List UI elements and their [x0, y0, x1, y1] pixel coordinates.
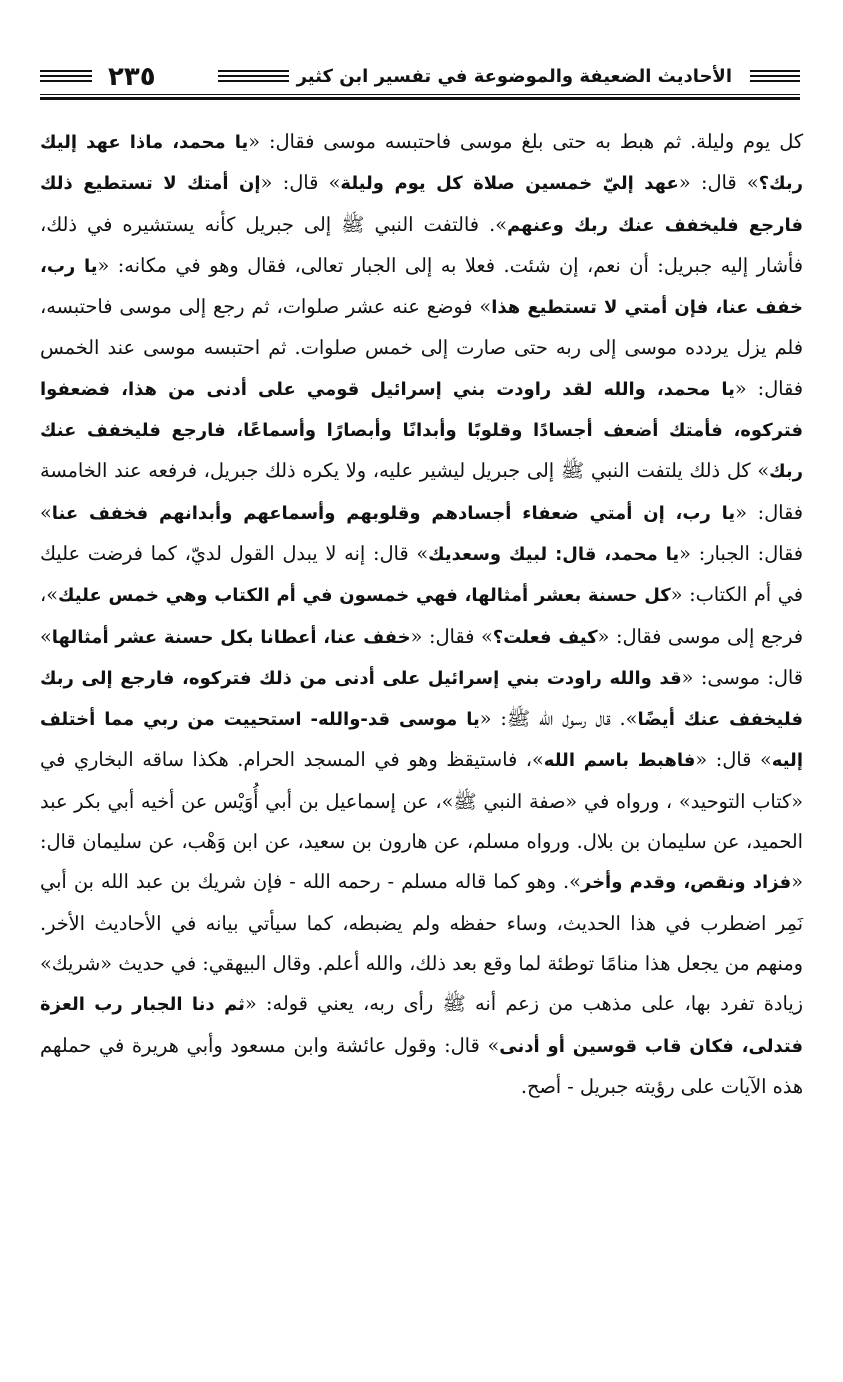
- narration-text: » قال: «: [678, 171, 759, 195]
- narration-text: ». وهو كما قاله مسلم - رحمه الله - فإن شريك بن عبد الله بن أبي نَمِر اضطرب في هذا الحديث، وساء حفظه ولم يضبطه، كما سيأتي بيانه في الأحاديث الأخر. ومنهم من يجعل هذا منامًا توطئة لما وقع بعد ذلك، والله أعلم. وقال البيهقي: في حديث «شريك» زيادة تفرد بها، على مذهب من زعم أنه ﷺ رأى ربه، يعني قوله: «: [40, 870, 803, 1016]
- narration-text: كل يوم وليلة. ثم هبط به حتى بلغ موسى فاحتبسه موسى فقال: «: [248, 130, 803, 153]
- quoted-text: خفف عنا، أعطانا بكل حسنة عشر أمثالها: [51, 626, 411, 648]
- running-header: [40, 64, 800, 100]
- narration-text: » قال: «: [695, 748, 772, 772]
- quoted-text: يا موسى قد-والله- استحييت من ربي مما أختلف إليه: [40, 709, 803, 772]
- page-number: ٢٣٥: [102, 62, 162, 92]
- header-ornament-left: [40, 70, 92, 84]
- narration-text: » قال: موسى: «: [40, 624, 803, 689]
- header-rule-thin: [40, 94, 800, 95]
- body-paragraph: [40, 122, 803, 1107]
- quoted-text: يا رب، خفف عنا، فإن أمتي لا تستطيع هذا: [40, 255, 803, 319]
- book-title: الأحاديث الضعيفة والموضوعة في تفسير ابن كثير: [289, 66, 740, 87]
- narration-text: » كل ذلك يلتفت النبي ﷺ إلى جبريل ليشير عليه، ولا يكره ذلك جبريل، فرفعه عند الخامسة فقال: «: [40, 459, 804, 524]
- narration-text: » قال: «: [260, 171, 341, 195]
- quoted-text: قد والله راودت بني إسرائيل على أدنى من ذلك فتركوه، فارجع إلى ربك فليخفف عنك أيضًا: [40, 667, 803, 731]
- narration-text: ». فالتفت النبي ﷺ إلى جبريل كأنه يستشيره في ذلك، فأشار إليه جبريل: أن نعم، إن شئت. فعلا به إلى الجبار تعالى، فقال وهو في مكانه: «: [40, 212, 803, 277]
- quoted-text: ثم دنا الجبار رب العزة فتدلى، فكان قاب قوسين أو أدنى: [40, 994, 804, 1057]
- quoted-text: فاهبط باسم الله: [543, 750, 696, 772]
- narration-text: » قال: إنه لا يبدل القول لديّ، كما فرضت عليك في أم الكتاب: «: [40, 541, 803, 607]
- quoted-text: كل حسنة بعشر أمثالها، فهي خمسون في أم الكتاب وهي خمس عليك: [58, 585, 671, 607]
- narration-text: » قال: وقول عائشة وابن مسعود وأبي هريرة في حملهم هذه الآيات على رؤيته جبريل - أصح.: [40, 1033, 803, 1098]
- quoted-text: يا محمد، قال: لبيك وسعديك: [428, 543, 680, 565]
- narration-text: ». قال رسول الله ﷺ: «: [479, 707, 638, 731]
- narration-text: »، فرجع إلى موسى فقال: «: [40, 583, 803, 648]
- quoted-text: عهد إليّ خمسين صلاة كل يوم وليلة: [340, 173, 679, 195]
- narration-text: »، فاستيقظ وهو في المسجد الحرام. هكذا ساقه البخاري في «كتاب التوحيد» ، ورواه في «صفة النبي ﷺ»، عن إسماعيل بن أبي أُوَيْس عن أخيه أبي بكر عبد الحميد، عن سليمان بن بلال. ورواه مسلم، عن هارون بن سعيد، عن ابن وَهْب، عن سليمان قال: «: [40, 748, 803, 894]
- narration-text: » فقال: الجبار: «: [40, 500, 804, 565]
- quoted-text: يا محمد، والله لقد راودت بني إسرائيل قومي على أدنى من هذا، فضعفوا فتركوه، فأمتك أضعف أجسادًا وقلوبًا وأبدانًا وأبصارًا وأسماعًا، فارجع فليخفف عنك ربك: [40, 378, 803, 483]
- quoted-text: إن أمتك لا تستطيع ذلك فارجع فليخفف عنك ربك وعنهم: [40, 173, 803, 236]
- quoted-text: فزاد ونقص، وقدم وأخر: [580, 872, 792, 894]
- body-text: [40, 122, 803, 1107]
- quoted-text: يا رب، إن أمتي ضعفاء أجسادهم وقلوبهم وأسماعهم وأبدانهم فخفف عنا: [51, 502, 736, 524]
- header-rule: [40, 97, 800, 100]
- narration-text: » فوضع عنه عشر صلوات، ثم رجع إلى موسى فاحتبسه، فلم يزل يردده موسى إلى ربه حتى صارت إلى خمس صلوات. ثم احتبسه موسى عند الخمس فقال: «: [40, 295, 803, 400]
- quoted-text: كيف فعلت؟: [492, 626, 598, 648]
- narration-text: » فقال: «: [410, 624, 493, 648]
- header-ornament-right: [750, 70, 800, 84]
- quoted-text: يا محمد، ماذا عهد إليك ربك؟: [40, 132, 803, 195]
